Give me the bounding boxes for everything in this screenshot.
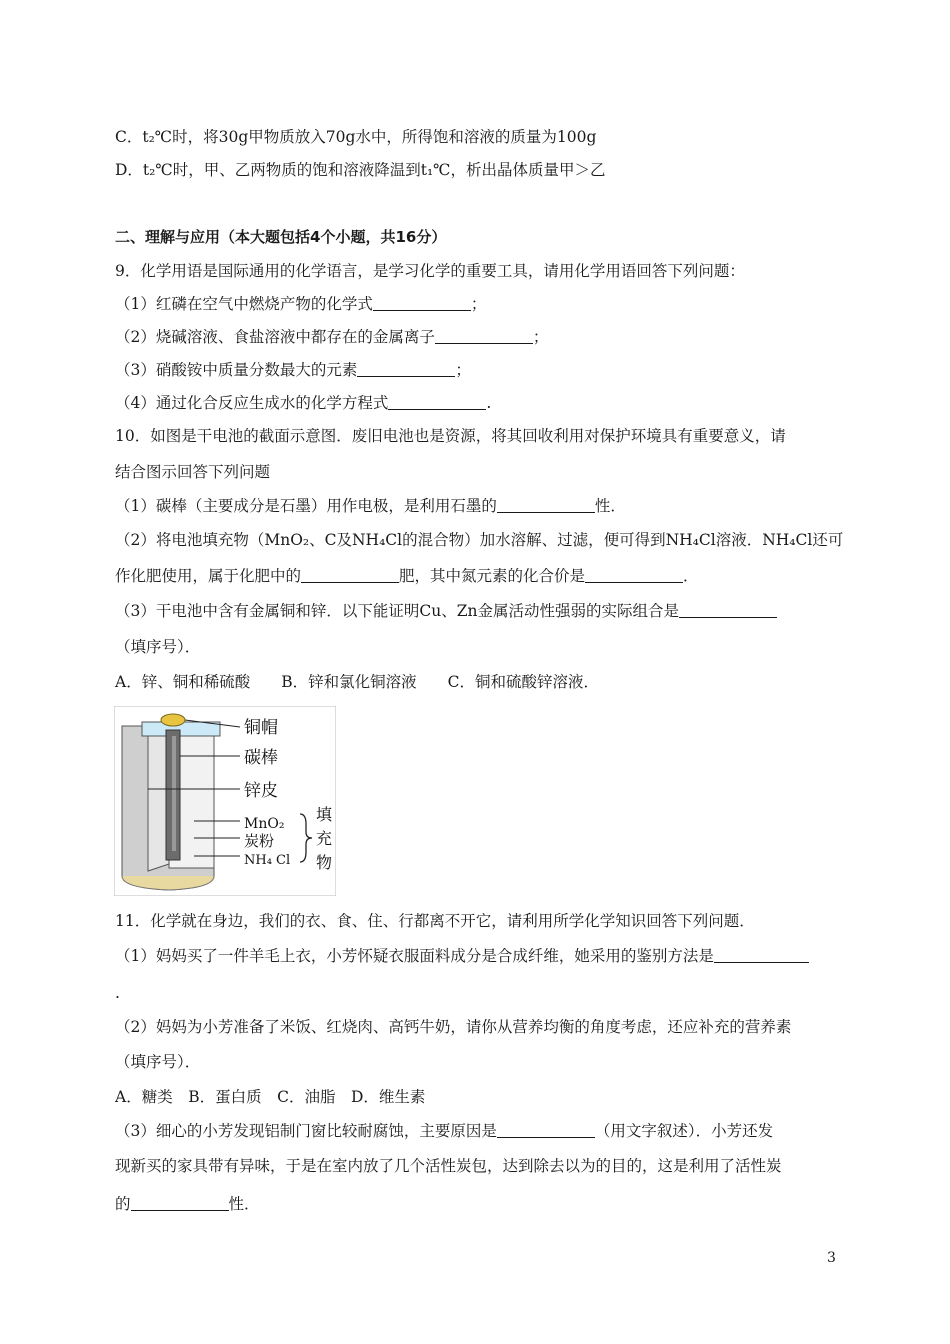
- answer-blank[interactable]: [357, 360, 455, 377]
- q11-options: A．糖类 B．蛋白质 C．油脂 D．维生素: [115, 1088, 426, 1106]
- label-nh4cl: NH₄ Cl: [244, 853, 291, 868]
- q10-part1-text: （1）碳棒（主要成分是石墨）用作电极，是利用石墨的: [115, 497, 497, 515]
- q9-part3-text: （3）硝酸铵中质量分数最大的元素: [115, 361, 358, 379]
- q11-part3c-end: 性．: [228, 1195, 260, 1213]
- q11-part3c-text: 的: [115, 1195, 131, 1213]
- q9-part4: [115, 392, 491, 414]
- label-fill-2: 充: [316, 829, 333, 848]
- q9-part1-end: ；: [470, 295, 487, 313]
- q10-part2b-text: 作化肥使用，属于化肥中的: [115, 567, 302, 585]
- q11-part2b: （填序号）．: [115, 1053, 201, 1071]
- answer-blank[interactable]: [373, 294, 471, 311]
- q9-part2: [115, 326, 548, 348]
- label-fill-1: 填: [316, 805, 333, 824]
- q9-part2-text: （2）烧碱溶液、食盐溶液中都存在的金属离子: [115, 328, 435, 346]
- q11-part1-text: （1）妈妈买了一件羊毛上衣，小芳怀疑衣服面料成分是合成纤维，她采用的鉴别方法是: [115, 947, 714, 965]
- q11-part1: [115, 945, 809, 967]
- answer-blank[interactable]: [388, 393, 486, 410]
- q9-part1-text: （1）红磷在空气中燃烧产物的化学式: [115, 295, 373, 313]
- q9-part4-end: .: [486, 394, 492, 412]
- q10-part3b: （填序号）．: [115, 638, 201, 656]
- q10-part2: （2）将电池填充物（MnO₂、C及NH₄Cl的混合物）加水溶解、过滤，便可得到NH₄Cl溶液．NH₄Cl还可: [115, 531, 844, 549]
- option-c: C．t₂℃时，将30g甲物质放入70g水中，所得饱和溶液的质量为100g: [115, 128, 597, 146]
- q11-part3-text: （3）细心的小芳发现铝制门窗比较耐腐蚀，主要原因是: [115, 1122, 497, 1140]
- q10-part2b-end: ．: [683, 567, 699, 585]
- q11-stem: 11．化学就在身边，我们的衣、食、住、行都离不开它，请利用所学化学知识回答下列问题．: [115, 912, 755, 930]
- label-fill-3: 物: [316, 853, 333, 872]
- label-carbon-powder: 炭粉: [244, 832, 275, 850]
- q11-part3c: [115, 1193, 260, 1215]
- q10-part3: [115, 600, 777, 622]
- q11-part1-end: .: [115, 984, 120, 1002]
- battery-cross-section-figure: [114, 706, 336, 896]
- q9-part1: [115, 293, 486, 315]
- answer-blank[interactable]: [131, 1194, 229, 1211]
- q9-part3-end: ；: [455, 361, 471, 379]
- answer-blank[interactable]: [435, 327, 533, 344]
- q9-part4-text: （4）通过化合反应生成水的化学方程式: [115, 394, 389, 412]
- q10-part2b-mid: 肥，其中氮元素的化合价是: [399, 567, 586, 585]
- q10-stem-1: 10．如图是干电池的截面示意图．废旧电池也是资源，将其回收利用对保护环境具有重要意义，请: [115, 427, 786, 445]
- q10-part2b: [115, 565, 699, 587]
- q9-stem: 9．化学用语是国际通用的化学语言，是学习化学的重要工具，请用化学用语回答下列问题：: [115, 262, 745, 280]
- q10-options: A．锌、铜和稀硫酸 B．锌和氯化铜溶液 C．铜和硫酸锌溶液．: [115, 673, 599, 691]
- label-copper-cap: 铜帽: [244, 718, 278, 738]
- q10-part3-text: （3）干电池中含有金属铜和锌．以下能证明Cu、Zn金属活动性强弱的实际组合是: [115, 602, 679, 620]
- answer-blank[interactable]: [714, 946, 809, 963]
- q9-part2-end: ；: [532, 328, 549, 346]
- q10-part1: [115, 495, 626, 517]
- q11-part3b: 现新买的家具带有异味，于是在室内放了几个活性炭包，达到除去以为的目的，这是利用了活性炭: [115, 1157, 782, 1175]
- answer-blank[interactable]: [497, 1121, 595, 1138]
- answer-blank[interactable]: [585, 566, 683, 583]
- answer-blank[interactable]: [301, 566, 399, 583]
- answer-blank[interactable]: [679, 601, 777, 618]
- section-title: 二、理解与应用（本大题包括4个小题，共16分）: [115, 228, 447, 246]
- q11-part2: （2）妈妈为小芳准备了米饭、红烧肉、高钙牛奶，请你从营养均衡的角度考虑，还应补充的营养素: [115, 1018, 792, 1036]
- q11-part3-mid: （用文字叙述）．小芳还发: [594, 1122, 774, 1140]
- q10-stem-2: 结合图示回答下列问题: [115, 463, 271, 481]
- answer-blank[interactable]: [497, 496, 595, 513]
- q9-part3: [115, 359, 471, 381]
- label-carbon-rod: 碳棒: [244, 748, 278, 768]
- q10-part1-end: 性．: [594, 497, 626, 515]
- q11-part3: [115, 1120, 773, 1142]
- option-d: D．t₂℃时，甲、乙两物质的饱和溶液降温到t₁℃，析出晶体质量甲＞乙: [115, 161, 606, 179]
- label-mno2: MnO₂: [244, 816, 285, 832]
- label-zinc-skin: 锌皮: [244, 781, 278, 801]
- page-number: 3: [827, 1250, 836, 1266]
